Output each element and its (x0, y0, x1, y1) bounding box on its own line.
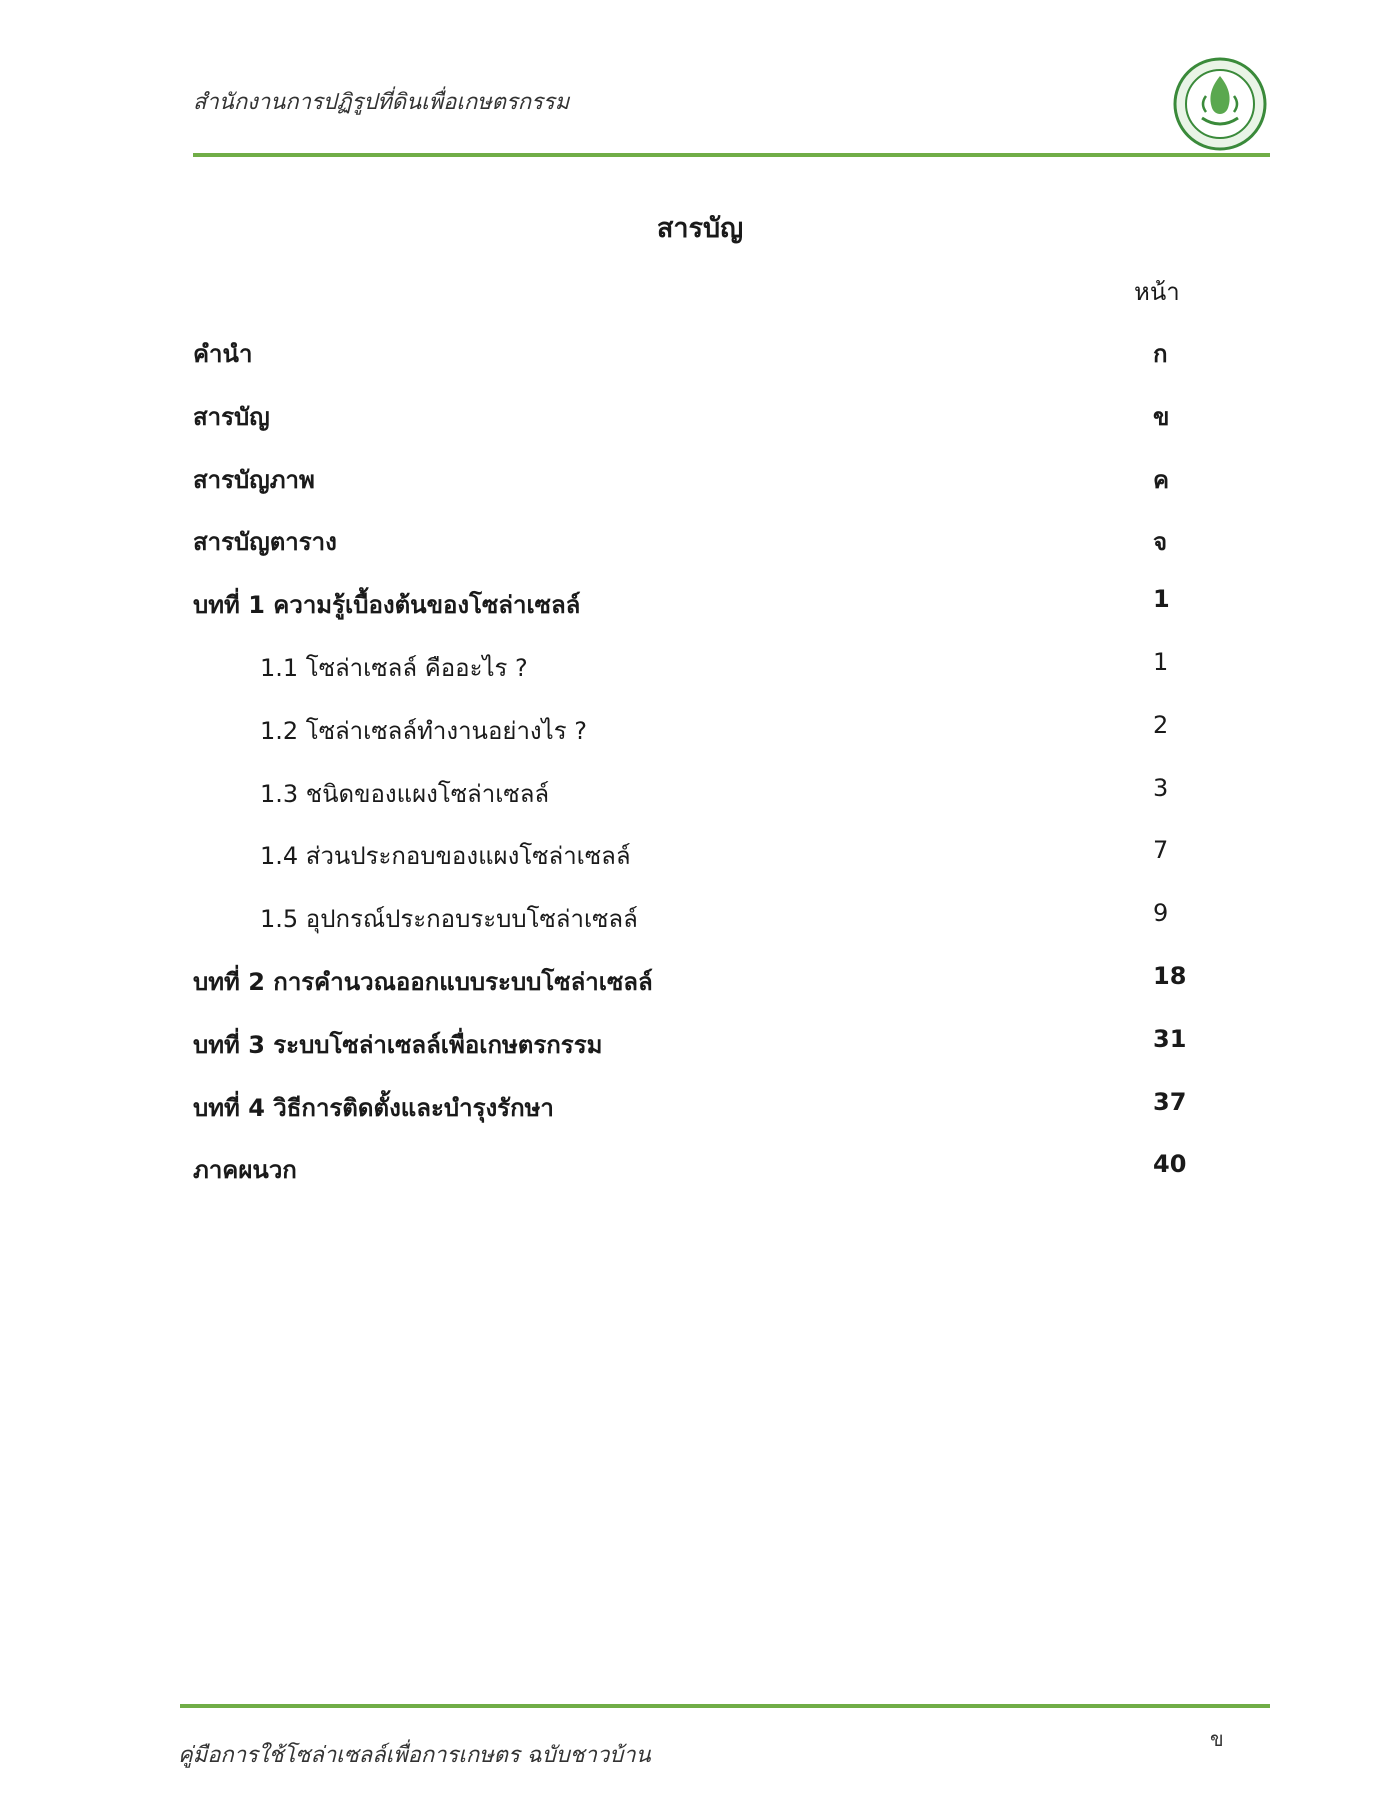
toc-entry (193, 899, 1193, 935)
toc-entry-label: สารบัญ (193, 402, 270, 431)
toc-entry (193, 1088, 1193, 1124)
toc-entry-label: 1.1 โซล่าเซลล์ คืออะไร ? (260, 654, 528, 682)
page-column-label: หน้า (1134, 278, 1180, 306)
toc-entry-page: 7 (1153, 836, 1169, 865)
toc-entry-page: ข (1153, 402, 1170, 431)
toc-entry-label: ภาคผนวก (193, 1156, 297, 1185)
toc-entry-page: ค (1153, 465, 1170, 494)
toc-entry-label: สารบัญตาราง (193, 528, 337, 557)
toc-entry-label: 1.5 อุปกรณ์ประกอบระบบโซล่าเซลล์ (260, 905, 638, 934)
toc-entry-label: 1.2 โซล่าเซลล์ทำงานอย่างไร ? (260, 716, 587, 745)
toc-entry-label: 1.3 ชนิดของแผงโซล่าเซลล์ (260, 779, 550, 808)
toc-entry-page: 9 (1153, 899, 1169, 928)
toc-entry (193, 774, 1193, 810)
toc-entry-label: บทที่ 3 ระบบโซล่าเซลล์เพื่อเกษตรกรรม (193, 1030, 603, 1059)
toc-entry-page: 31 (1153, 1024, 1187, 1053)
toc-entry (193, 334, 1193, 370)
toc-entry-page: ก (1153, 340, 1168, 368)
toc-entry (193, 460, 1193, 496)
toc-entry (193, 1025, 1193, 1061)
toc-entry-label: บทที่ 2 การคำนวณออกแบบระบบโซล่าเซลล์ (193, 968, 653, 996)
toc-entry-label: บทที่ 4 วิธีการติดตั้งและบำรุงรักษา (193, 1093, 554, 1122)
toc-entry (193, 1150, 1193, 1186)
toc-entry (193, 836, 1193, 872)
toc-entry-label: สารบัญภาพ (193, 465, 315, 494)
header-divider (193, 153, 1270, 157)
toc-entry (193, 648, 1193, 684)
toc-entry-page: 3 (1153, 773, 1169, 802)
toc-entry-label: บทที่ 1 ความรู้เบื้องต้นของโซล่าเซลล์ (193, 591, 581, 620)
alro-emblem-icon (1172, 56, 1268, 152)
toc-entry-page: 18 (1153, 962, 1187, 990)
toc-entry-page: 2 (1153, 710, 1169, 739)
toc-entry (193, 397, 1193, 433)
header-organization: สำนักงานการปฏิรูปที่ดินเพื่อเกษตรกรรม (193, 90, 570, 115)
toc-entry-page: 1 (1153, 648, 1169, 676)
toc-entry (193, 711, 1193, 747)
toc-title: สารบัญ (656, 213, 744, 244)
toc-entry (193, 962, 1193, 998)
footer-divider (180, 1704, 1270, 1708)
toc-entry-label: 1.4 ส่วนประกอบของแผงโซล่าเซลล์ (260, 842, 631, 871)
footer-title: คู่มือการใช้โซล่าเซลล์เพื่อการเกษตร ฉบับชาวบ้าน (178, 1743, 651, 1768)
toc-entry-label: คำนำ (193, 340, 253, 368)
toc-entry (193, 522, 1193, 558)
toc-entry (193, 585, 1193, 621)
toc-entry-page: 37 (1153, 1087, 1187, 1116)
toc-entry-page: 40 (1153, 1150, 1187, 1179)
toc-entry-page: 1 (1153, 585, 1170, 614)
toc-entry-page: จ (1153, 528, 1168, 557)
footer-page-number: ข (1210, 1727, 1224, 1751)
